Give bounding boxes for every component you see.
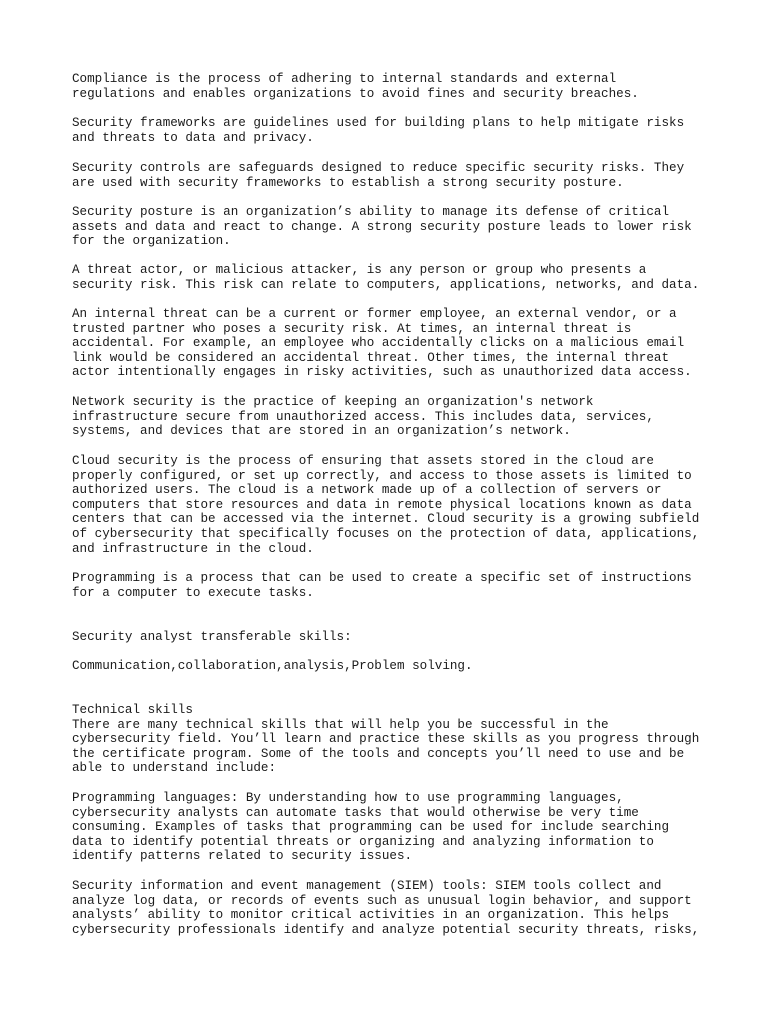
paragraph-security-frameworks: Security frameworks are guidelines used for building plans to help mitigate risks and threats to data and privacy. [72, 116, 685, 145]
section-technical-skills: Technical skills There are many technical skills that will help you be successful in the cybersecurity field. You’ll learn and practice these skills as you progress through the certificate program. Some of the tools and concepts you’ll need to use and be able to understand include: [72, 703, 700, 776]
paragraph-programming-languages: Programming languages: By understanding how to use programming languages, cybersecurity analysts can automate tasks that would otherwise be very time consuming. Examples of tasks that programming can be used for include searching data to identify potential threats or organizing and analyzing information to identify patterns related to security issues. [72, 791, 670, 864]
paragraph-cloud-security: Cloud security is the process of ensuring that assets stored in the cloud are properly configured, or set up correctly, and access to those assets is limited to authorized users. The cloud is a network made up of a collection of servers or computers that store resources and data in remote physical locations known as data centers that can be accessed via the internet. Cloud security is a growing subfield of cybersecurity that specifically focuses on the protection of data, applications, and infrastructure in the cloud. [72, 454, 700, 556]
paragraph-programming: Programming is a process that can be used to create a specific set of instructions for a computer to execute tasks. [72, 571, 692, 600]
paragraph-network-security: Network security is the practice of keeping an organization's network infrastructure secure from unauthorized access. This includes data, services, systems, and devices that are stored in an organization’s network. [72, 395, 654, 439]
paragraph-threat-actor: A threat actor, or malicious attacker, is any person or group who presents a security risk. This risk can relate to computers, applications, networks, and data. [72, 263, 700, 292]
paragraph-transferable-skills-list: Communication,collaboration,analysis,Problem solving. [72, 659, 473, 673]
paragraph-siem-tools: Security information and event management (SIEM) tools: SIEM tools collect and analyze log data, or records of events such as unusual login behavior, and support analysts’ ability to monitor critical activities in an organization. This helps cybersecurity professionals identify and analyze potential security threats, risks, [72, 879, 700, 937]
heading-transferable-skills: Security analyst transferable skills: [72, 630, 352, 644]
paragraph-security-controls: Security controls are safeguards designed to reduce specific security risks. They are used with security frameworks to establish a strong security posture. [72, 161, 685, 190]
paragraph-internal-threat: An internal threat can be a current or former employee, an external vendor, or a trusted partner who poses a security risk. At times, an internal threat is accidental. For example, an employee who accidentally clicks on a malicious email link would be considered an accidental threat. Other times, the internal threat actor intentionally engages in risky activities, such as unauthorized data access. [72, 307, 692, 380]
paragraph-compliance: Compliance is the process of adhering to internal standards and external regulations and enables organizations to avoid fines and security breaches. [72, 72, 639, 101]
paragraph-security-posture: Security posture is an organization’s ability to manage its defense of critical assets and data and react to change. A strong security posture leads to lower risk for the organization. [72, 205, 692, 249]
